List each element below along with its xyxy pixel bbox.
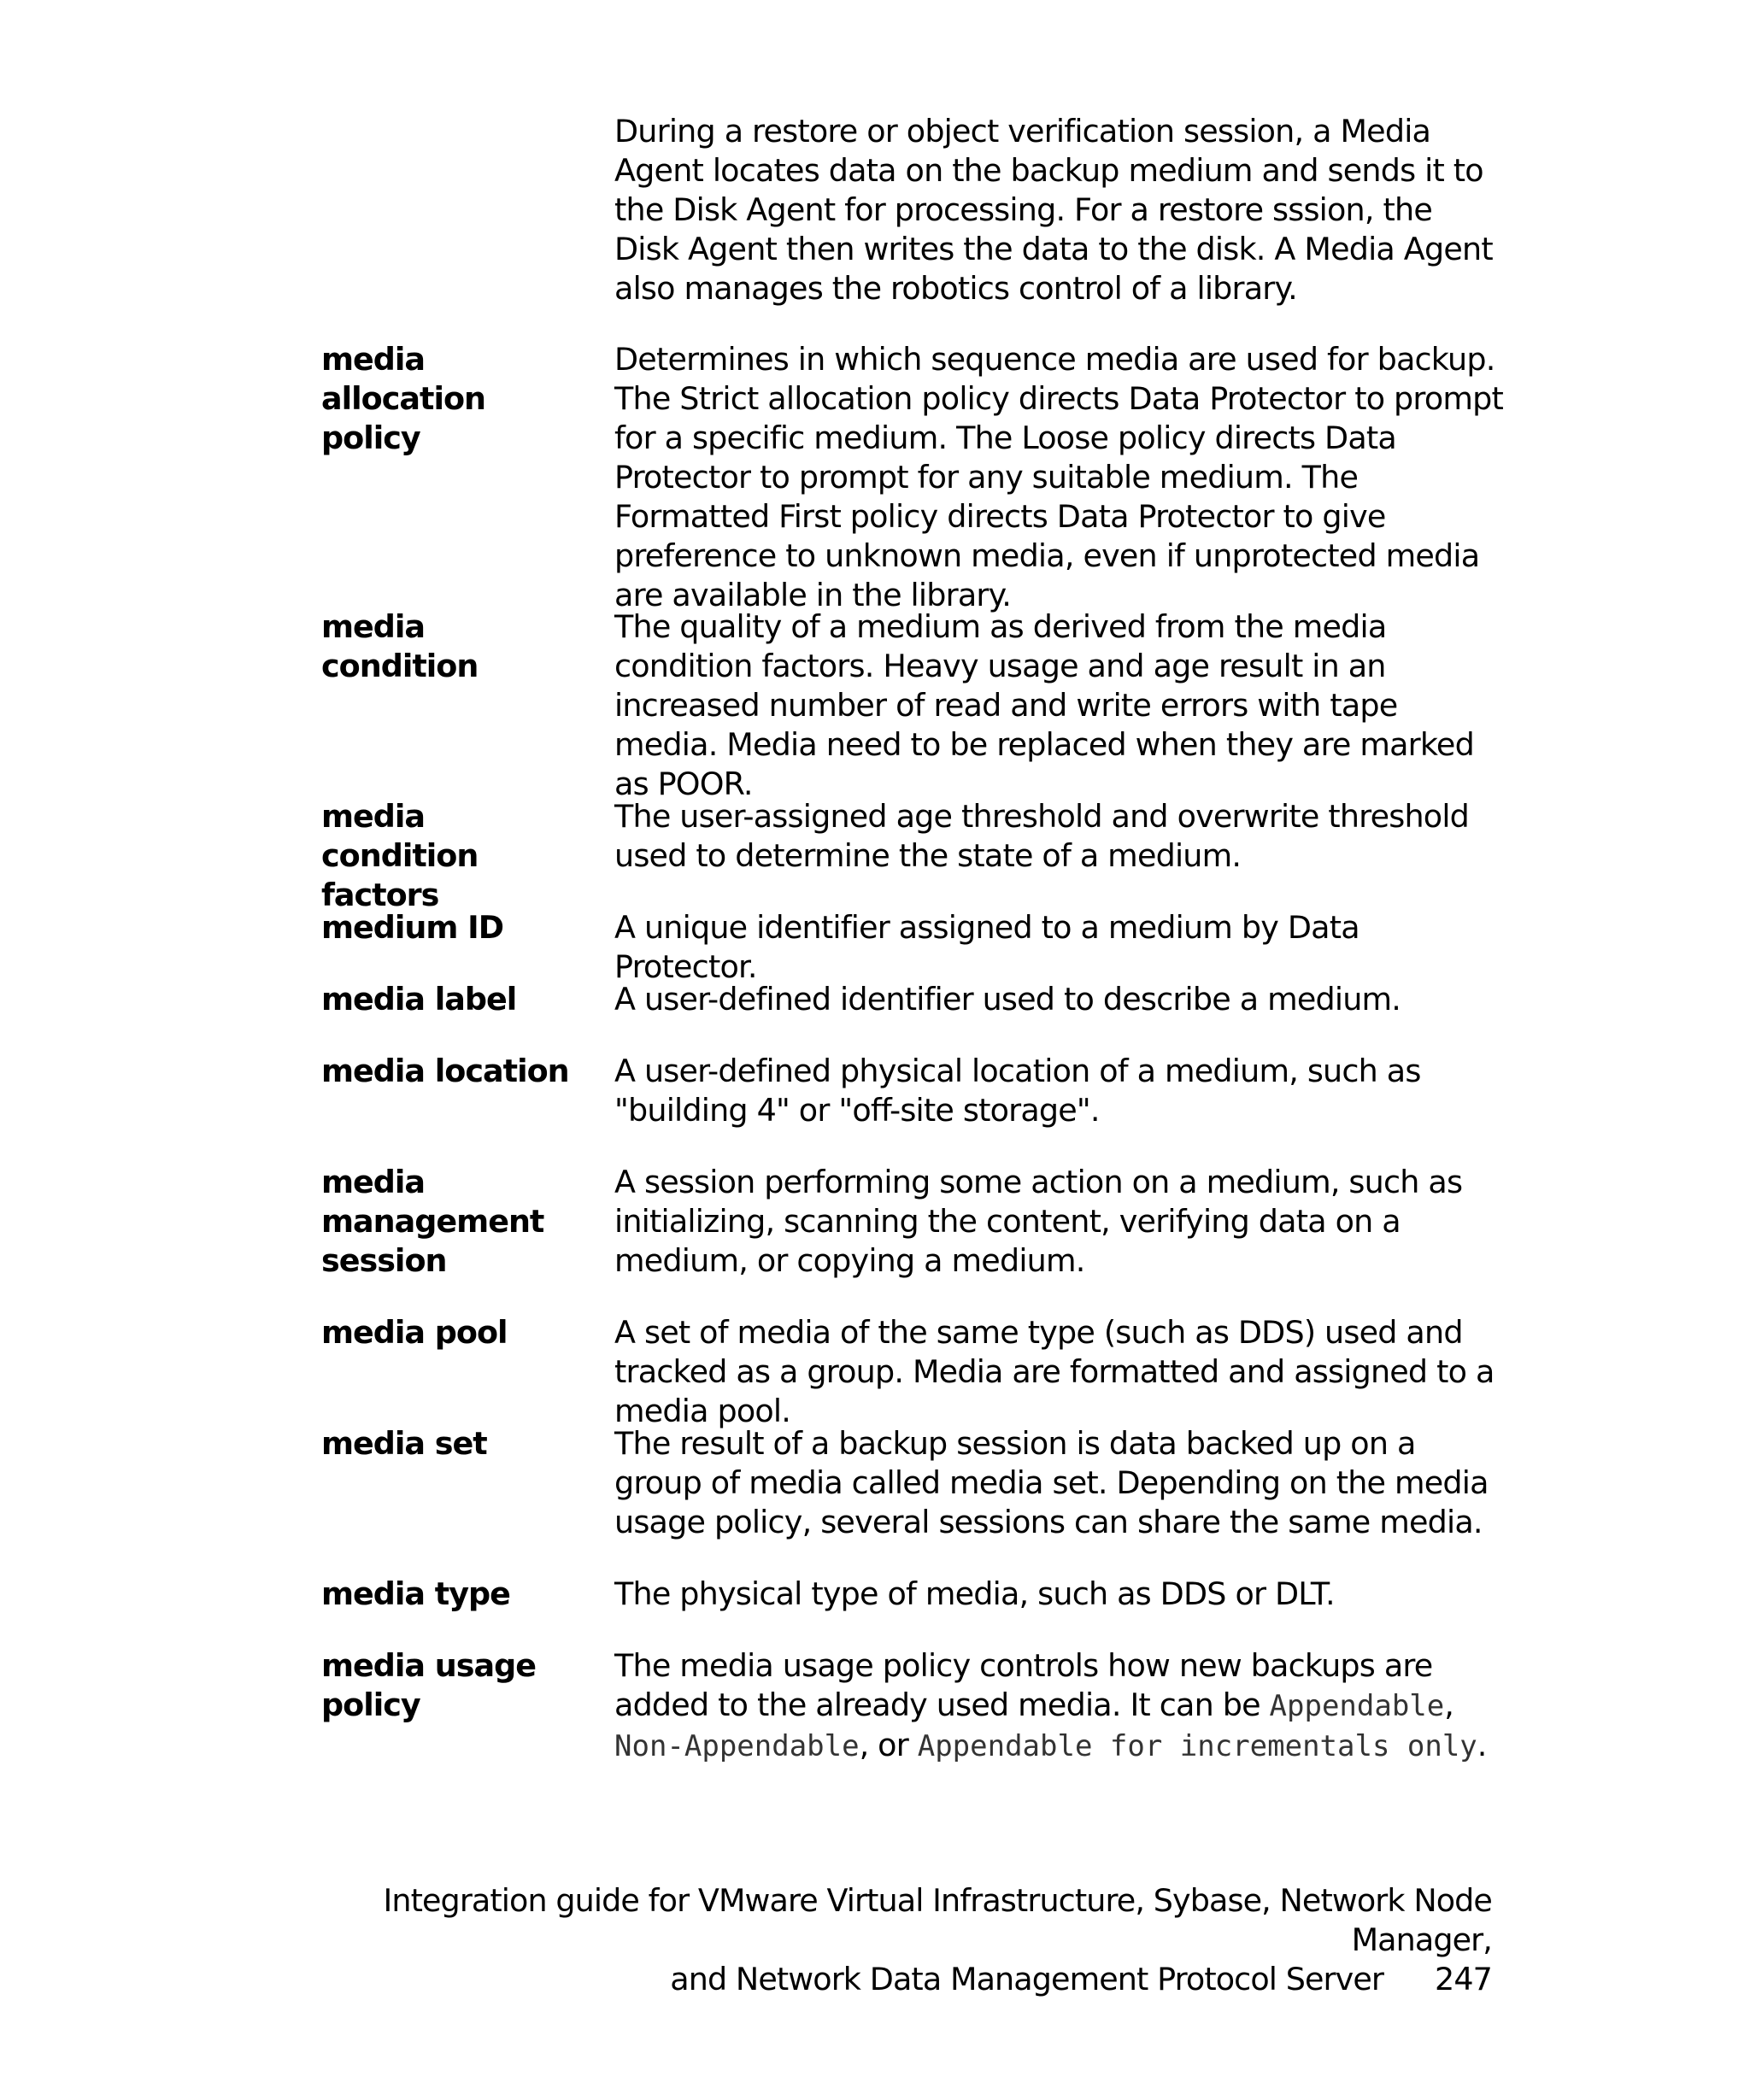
footer-title-text: and Network Data Management Protocol Server <box>670 1961 1384 1997</box>
glossary-definition: A user-defined physical location of a medium, such as "building 4" or "off-site storage". <box>614 1053 1421 1129</box>
glossary-term: media condition <box>321 608 479 684</box>
glossary-definition: A session performing some action on a medium, such as initializing, scanning the content, verifying data on a medium, or copying a medium. <box>614 1164 1463 1279</box>
definition-text: The media usage policy controls how new backups are added to the already used media. It can be <box>614 1647 1433 1723</box>
intro-paragraph: During a restore or object verification session, a Media Agent locates data on the backup medium and sends it to the Disk Agent for processing. For a restore sssion, the Disk Agent then writes the data to the disk. A Media Agent also manages the robotics control of a library. <box>614 113 1493 307</box>
glossary-definition: Determines in which sequence media are used for backup. The Strict allocation policy directs Data Protector to prompt for a specific medium. The Loose policy directs Data Protector to prompt for any suitable medium. The Formatted First policy directs Data Protector to give preference to unknown media, even if unprotected media are available in the library. <box>614 341 1503 613</box>
glossary-term: media condition factors <box>321 798 479 913</box>
glossary-term: media location <box>321 1053 569 1089</box>
glossary-term: medium ID <box>321 909 504 946</box>
footer-title-line-2 <box>321 1960 1492 1999</box>
glossary-term: media usage policy <box>321 1647 536 1723</box>
code-value: Appendable <box>1269 1689 1445 1723</box>
glossary-definition: The physical type of media, such as DDS or DLT. <box>614 1575 1335 1612</box>
page-number: 247 <box>1435 1961 1492 1997</box>
glossary-definition: The user-assigned age threshold and overwrite threshold used to determine the state of a medium. <box>614 798 1470 874</box>
glossary-term: media pool <box>321 1314 508 1351</box>
glossary-definition: The result of a backup session is data backed up on a group of media called media set. Depending on the media usage policy, several sessions can share the same media. <box>614 1425 1489 1540</box>
definition-text: , or <box>859 1727 918 1763</box>
code-value: Non-Appendable <box>614 1729 860 1763</box>
glossary-term: media management session <box>321 1164 544 1279</box>
glossary-term: media type <box>321 1575 510 1612</box>
glossary-definition: The quality of a medium as derived from the media condition factors. Heavy usage and age result in an increased number of read and write errors with tape media. Media need to be replaced when they are marked as POOR. <box>614 608 1474 802</box>
glossary-definition <box>614 1646 1503 1766</box>
glossary-term: media label <box>321 981 517 1018</box>
glossary-definition: A unique identifier assigned to a medium by Data Protector. <box>614 909 1359 985</box>
glossary-term: media set <box>321 1425 487 1462</box>
definition-text: . <box>1477 1727 1487 1763</box>
code-value: Appendable for incrementals only <box>917 1729 1477 1763</box>
page-footer <box>321 1881 1492 1999</box>
glossary-definition: A user-defined identifier used to describe a medium. <box>614 981 1401 1018</box>
glossary-definition: A set of media of the same type (such as DDS) used and tracked as a group. Media are formatted and assigned to a media pool. <box>614 1314 1495 1429</box>
footer-title-line-1: Integration guide for VMware Virtual Infrastructure, Sybase, Network Node Manager, <box>383 1882 1492 1958</box>
definition-text: , <box>1444 1686 1454 1723</box>
glossary-term: media allocation policy <box>321 341 486 456</box>
